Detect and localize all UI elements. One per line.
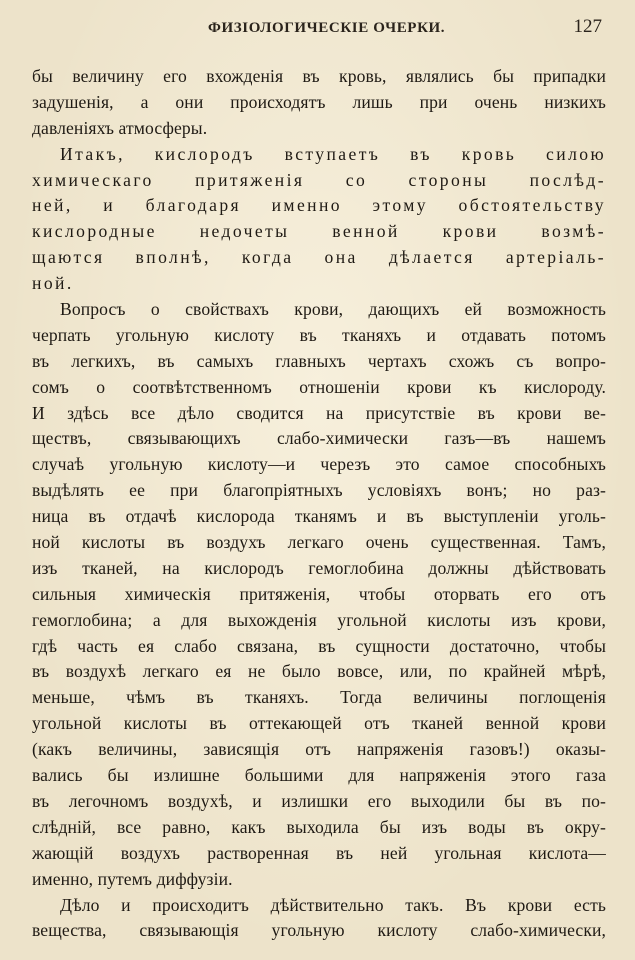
text-line: въ легочномъ воздухѣ, и излишки его выходили бы въ по- bbox=[32, 790, 606, 811]
paragraph-1 bbox=[32, 64, 606, 142]
text-line: задушенія, а они происходятъ лишь при очень низкихъ bbox=[32, 91, 606, 112]
text-line: ней, и благодаря именно этому обстоятельству bbox=[32, 195, 606, 216]
text-line: щаются вполнѣ, когда она дѣлается артеріаль- bbox=[32, 247, 606, 268]
text-line: гемоглобина; а для выхожденія угольной кислоты изъ крови, bbox=[32, 609, 606, 630]
paragraph-2 bbox=[32, 142, 606, 297]
text-line: выдѣлять ее при благопріятныхъ условіяхъ вонъ; но раз- bbox=[32, 480, 606, 501]
text-line: вались бы излишне большими для напряженія этого газа bbox=[32, 765, 606, 786]
body-text bbox=[32, 64, 606, 944]
text-line: именно, путемъ диффузіи. bbox=[32, 868, 233, 889]
text-line: въ легкихъ, въ самыхъ главныхъ чертахъ схожъ съ вопро- bbox=[32, 350, 606, 371]
text-line: сильныя химическія притяженія, чтобы оторвать его отъ bbox=[32, 583, 606, 604]
text-line: И здѣсь все дѣло сводится на присутствіе въ крови ве- bbox=[32, 402, 606, 423]
text-line: Итакъ, кислородъ вступаетъ въ кровь силою bbox=[60, 143, 606, 164]
text-line: Вопросъ о свойствахъ крови, дающихъ ей возможность bbox=[60, 299, 606, 320]
text-line: слѣдній, все равно, какъ выходила бы изъ воды въ окру- bbox=[32, 816, 606, 837]
text-line: ществъ, связывающихъ слабо-химически газъ—въ нашемъ bbox=[32, 428, 606, 449]
text-line: изъ тканей, на кислородъ гемоглобина должны дѣйствовать bbox=[32, 557, 606, 578]
running-title: ФИЗІОЛОГИЧЕСКІЕ ОЧЕРКИ. bbox=[208, 20, 446, 36]
text-line: (какъ величины, зависящія отъ напряженія газовъ!) оказы- bbox=[32, 739, 606, 760]
text-line: въ воздухѣ легкаго ея не было вовсе, или, по крайней мѣрѣ, bbox=[32, 661, 606, 682]
text-line: жающій воздухъ растворенная въ ней угольная кислота— bbox=[32, 842, 606, 863]
text-line: сомъ о соотвѣтственномъ отношеніи крови къ кислороду. bbox=[32, 376, 606, 397]
text-line: угольной кислоты въ оттекающей отъ тканей венной крови bbox=[32, 713, 606, 734]
text-line: меньше, чѣмъ въ тканяхъ. Тогда величины поглощенія bbox=[32, 687, 606, 708]
text-line: черпать угольную кислоту въ тканяхъ и отдавать потомъ bbox=[32, 324, 606, 345]
text-line: давленіяхъ атмосферы. bbox=[32, 117, 208, 138]
text-line: ной. bbox=[32, 273, 74, 294]
page-number: 127 bbox=[573, 16, 602, 37]
text-line: вещества, связывающія угольную кислоту слабо-химически, bbox=[32, 920, 606, 941]
text-line: ница въ отдачѣ кислорода тканямъ и въ выступленіи уголь- bbox=[32, 506, 606, 527]
paragraph-3 bbox=[32, 297, 606, 892]
text-line: ной кислоты въ воздухъ легкаго очень существенная. Тамъ, bbox=[32, 532, 606, 553]
text-line: химическаго притяженія со стороны послѣд- bbox=[32, 169, 606, 190]
text-line: гдѣ часть ея слабо связана, въ сущности достаточно, чтобы bbox=[32, 635, 606, 656]
text-line: случаѣ угольную кислоту—и черезъ это самое способныхъ bbox=[32, 454, 606, 475]
text-line: бы величину его вхожденія въ кровь, являлись бы припадки bbox=[32, 66, 606, 86]
page-header bbox=[0, 14, 635, 40]
text-line: Дѣло и происходитъ дѣйствительно такъ. Въ крови есть bbox=[60, 894, 606, 915]
text-line: кислородные недочеты венной крови возмѣ- bbox=[32, 221, 606, 242]
paragraph-4 bbox=[32, 893, 606, 945]
